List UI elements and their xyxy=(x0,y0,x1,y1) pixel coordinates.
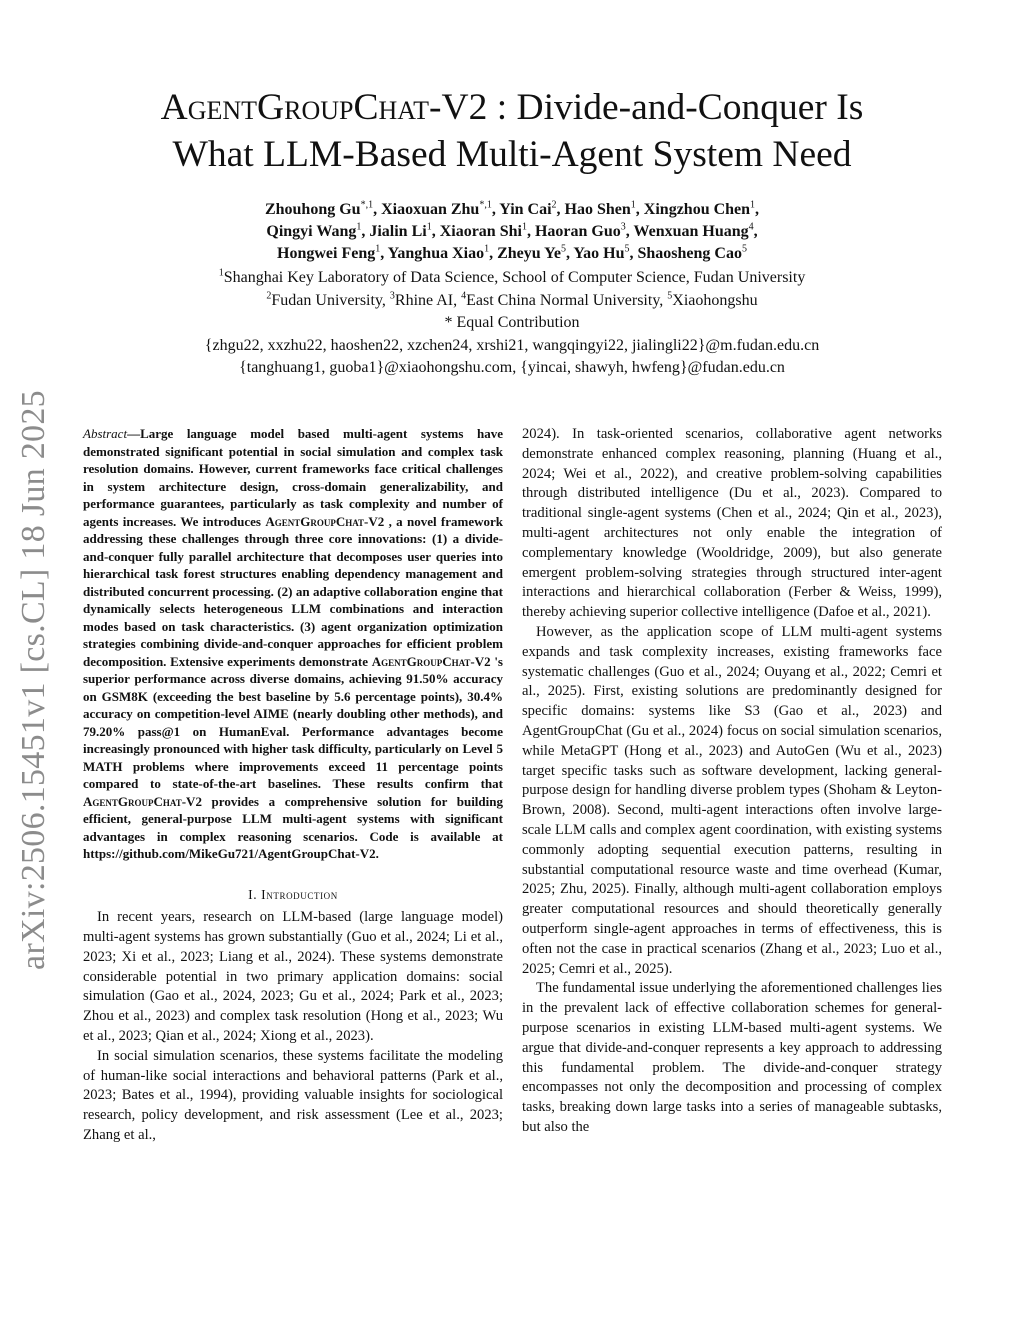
author-affiliation-marker: 5 xyxy=(624,243,630,255)
author-affiliation-marker: 1 xyxy=(521,221,527,233)
affiliation-line-1 xyxy=(100,267,924,290)
author-name: Yao Hu xyxy=(573,245,625,262)
system-name: AgentGroupChat-V2 xyxy=(371,653,491,669)
author-name: Wenxuan Huang xyxy=(633,223,749,240)
author-affiliation-marker: *,1 xyxy=(360,199,374,211)
affiliations xyxy=(100,267,924,380)
abstract-text: , a novel framework addressing these challenges through three core innovations: (1) a divide-and-conquer fully parallel architecture that decomposes user queries into hierarchical task forest structures enabling dependency management and distributed concurrent processing. (2) an adaptive collaboration engine that dynamically selects heterogeneous LLM combinations and interaction modes based on task characteristics. (3) agent organization optimization strategies combining divide-and-conquer approaches for efficient problem decomposition. Extensive experiments demonstrate xyxy=(83,513,503,669)
affiliation-text: Fudan University, xyxy=(271,291,390,309)
abstract xyxy=(83,425,503,863)
abstract-dash: — xyxy=(127,426,141,441)
equal-contribution-note: * Equal Contribution xyxy=(444,314,580,331)
author-affiliation-marker: 1 xyxy=(426,221,432,233)
author-affiliation-marker: 3 xyxy=(620,221,626,233)
author-name: Zheyu Ye xyxy=(497,245,561,262)
affiliation-text: Shanghai Key Laboratory of Data Science, School of Computer Science, Fudan University xyxy=(223,269,806,286)
abstract-label: Abstract xyxy=(83,426,128,441)
affiliation-marker: 3 xyxy=(389,290,395,302)
author-name: Xiaoran Shi xyxy=(439,223,522,240)
affiliation-marker: 5 xyxy=(667,290,673,302)
title-line-1 xyxy=(70,84,954,131)
system-name: AgentGroupChat-V2 xyxy=(83,793,202,809)
email-list-1: {zhgu22, xxzhu22, haoshen22, xzchen24, xrshi21, wangqingyi22, jialingli22}@m.fudan.edu.cn xyxy=(204,336,820,354)
affiliation-marker: 1 xyxy=(218,267,224,279)
author-name: Jialin Li xyxy=(369,223,427,240)
author-name: Shaosheng Cao xyxy=(637,245,742,262)
author-list xyxy=(100,199,924,265)
email-list-2: {tanghuang1, guoba1}@xiaohongshu.com, {yincai, shawyh, hwfeng}@fudan.edu.cn xyxy=(239,359,785,376)
title-line-1-rest: : Divide-and-Conquer Is xyxy=(487,87,864,128)
intro-paragraph-4: The fundamental issue underlying the aforementioned challenges lies in the prevalent lack of effective collaboration schemes for general-purpose scenarios in existing LLM-based multi-agent systems. We argue that divide-and-conquer represents a key approach to addressing this fundamental problem. The divide-and-conquer strategy encompasses not only the decomposition and processing of complex tasks, breaking down large tasks into a series of manageable subtasks, but also the xyxy=(522,980,942,1135)
affiliation-text: East China Normal University, xyxy=(466,291,668,309)
affiliation-text: Xiaohongshu xyxy=(672,291,758,309)
author-name: Xiaoxuan Zhu xyxy=(381,201,480,218)
author-affiliation-marker: 5 xyxy=(560,243,566,255)
abstract-text: provides a comprehensive solution for building efficient, general-purpose LLM multi-agent systems with significant advantages in complex reasoning scenarios. Code is available at https://github.com/MikeGu721/AgentGroupChat-V2. xyxy=(83,793,503,861)
author-affiliation-marker: 1 xyxy=(630,199,636,211)
affiliation-marker: 2 xyxy=(266,290,272,302)
paper-title xyxy=(70,84,954,178)
author-line-2: Qingyi Wang$^1$, Jialin Li$^1$, Xiaoran Shi$^1$, Haoran Guo$^3$, Wenxuan Huang$^4$, xyxy=(266,221,758,240)
author-affiliation-marker: 1 xyxy=(750,199,756,211)
author-name: Yin Cai xyxy=(499,201,552,218)
author-affiliation-marker: 1 xyxy=(356,221,362,233)
author-affiliation-marker: 2 xyxy=(551,199,557,211)
system-name: AgentGroupChat-V2 xyxy=(265,513,385,529)
affiliation-marker: 4 xyxy=(461,290,467,302)
author-line-3: Hongwei Feng$^1$, Yanghua Xiao$^1$, Zheyu Ye$^5$, Yao Hu$^5$, Shaosheng Cao$^5$ xyxy=(277,243,747,262)
right-column xyxy=(522,425,942,1138)
author-line-1: Zhouhong $Gu^{*,1}$, Xiaoxuan Zhu$^{*,1}$, Yin Cai$^2$, Hao Shen$^1$, Xingzhou Chen$^1$, xyxy=(264,199,760,218)
author-affiliation-marker: *,1 xyxy=(479,199,492,211)
abstract-text: Large language model based multi-agent systems have demonstrated significant potential in social simulation and complex task resolution domains. However, current frameworks face critical challenges in system architecture design, cross-domain generalizability, and performance guarantees, particularly as task complexity and number of agents increases. We introduces xyxy=(83,426,503,529)
author-name: Haoran Guo xyxy=(534,223,621,240)
abstract-text: 's superior performance across diverse domains, achieving 91.50% accuracy on GSM8K (exceeding the best baseline by 5.6 percentage points), 30.4% accuracy on competition-level AIME (nearly doubling other methods), and 79.20% pass@1 on HumanEval. Performance advantages become increasingly pronounced with higher task difficulty, particularly on Level 5 MATH problems where improvements exceed 11 percentage points compared to state-of-the-art baselines. These results confirm that xyxy=(83,653,503,791)
author-name: Qingyi Wang xyxy=(266,223,357,240)
author-name: Xingzhou Chen xyxy=(643,201,751,218)
left-column xyxy=(83,425,503,1146)
author-affiliation-marker: 1 xyxy=(375,243,381,255)
author-affiliation-marker: 4 xyxy=(748,221,754,233)
intro-paragraph-3: However, as the application scope of LLM multi-agent systems expands and task complexity increases, existing frameworks face systematic challenges (Guo et al., 2024; Ouyang et al., 2022; Cemri et al., 2025). First, existing solutions are predominantly designed for specific domains: systems like S3 (Gao et al., 2023) and AgentGroupChat (Gu et al., 2024) focus on social simulation scenarios, while MetaGPT (Hong et al., 2023) and AutoGen (Wu et al., 2023) target specific tasks such as software development, lacking general-purpose design for handling diverse problem types (Shoham & Leyton-Brown, 2008). Second, multi-agent interactions often involve large-scale LLM calls and complex agent coordination, with existing systems commonly adopting sequential execution patterns, resulting in substantial computational resource waste and time overhead (Kumar, 2025; Zhu, 2025). Finally, although multi-agent collaboration employs greater computational resources and should theoretically generally outperform single-agent approaches in terms of effectiveness, this is often not the case in practical scenarios (Zhang et al., 2023; Luo et al., 2025; Cemri et al., 2025). xyxy=(522,623,942,977)
author-affiliation-marker: 5 xyxy=(741,243,747,255)
intro-paragraph-2-continued: 2024). In task-oriented scenarios, collaborative agent networks demonstrate enhanced complex reasoning, planning (Huang et al., 2024; Wei et al., 2022), and creative problem-solving capabilities through distributed intelligence (Du et al., 2023). Compared to traditional single-agent systems (Chen et al., 2024; Qin et al., 2023), multi-agent architectures not only enable the integration of complementary knowledge (Wooldridge, 2009), but also generate emergent problem-solving strategies through structured inter-agent interactions and hierarchical collaboration (Ferber & Weiss, 1999), thereby achieving superior collective intelligence (Dafoe et al., 2021). xyxy=(522,426,942,621)
intro-paragraph-2: In social simulation scenarios, these systems facilitate the modeling of human-like social interactions and behavioral patterns (Park et al., 2023; Bates et al., 1994), providing valuable insights for sociological research, policy development, and risk assessment (Lee et al., 2023; Zhang et al., xyxy=(83,1047,503,1144)
section-heading-introduction: I. Introduction xyxy=(248,886,338,902)
arxiv-identifier-stamp xyxy=(12,375,56,985)
title-system-name: AgentGroupChat-V2 xyxy=(160,87,488,128)
intro-paragraph-1: In recent years, research on LLM-based (large language model) multi-agent systems has grown substantially (Guo et al., 2024; Li et al., 2023; Xi et al., 2023; Liang et al., 2024). These systems demonstrate considerable potential in two primary application domains: social simulation (Gao et al., 2024, 2023; Gu et al., 2024; Park et al., 2023; Zhou et al., 2023) and complex task resolution (Hong et al., 2023; Wu et al., 2023; Qian et al., 2024; Xiong et al., 2023). xyxy=(83,909,503,1045)
arxiv-identifier-text: arXiv:2506.15451v1 [cs.CL] 18 Jun 2025 xyxy=(15,390,52,970)
title-line-2: What LLM-Based Multi-Agent System Need xyxy=(172,134,852,175)
author-name: Zhouhong Gu xyxy=(264,201,361,218)
author-name: Hao Shen xyxy=(564,201,631,218)
affiliation-line-2 xyxy=(100,290,924,313)
author-affiliation-marker: 1 xyxy=(484,243,490,255)
affiliation-text: Rhine AI, xyxy=(394,291,462,309)
author-name: Hongwei Feng xyxy=(277,245,376,262)
author-name: Yanghua Xiao xyxy=(387,245,485,262)
